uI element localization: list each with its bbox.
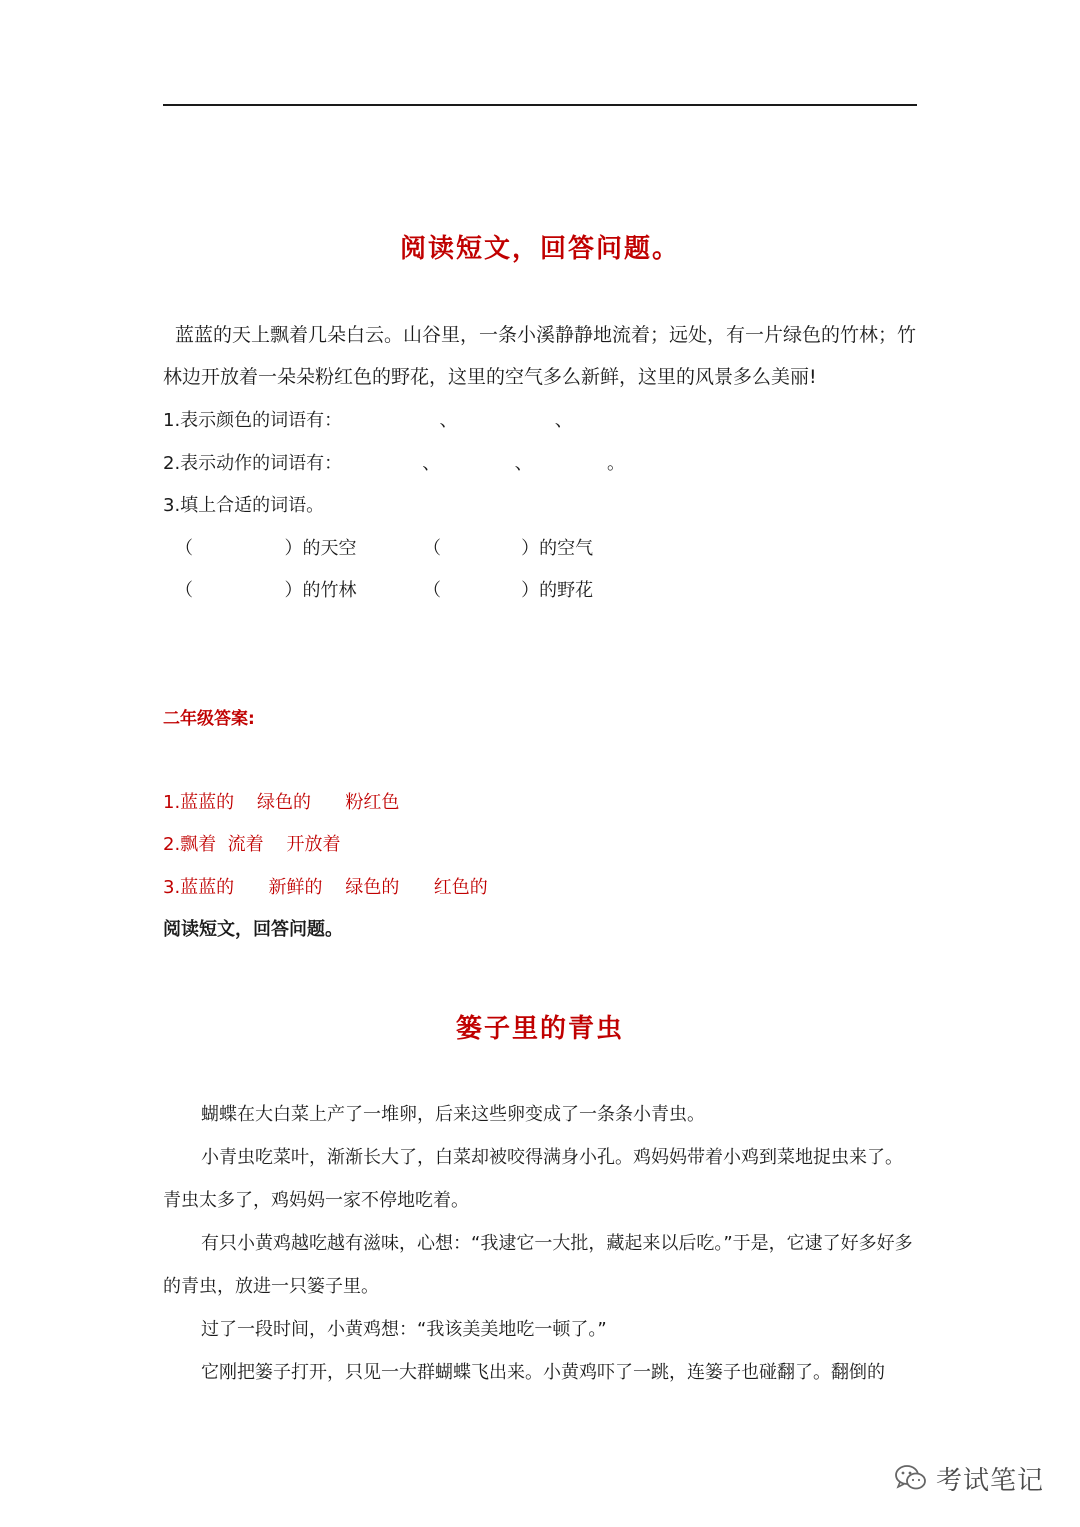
fill-blank-bamboo: （ ）的竹林 bbox=[175, 580, 357, 601]
fill-blank-sky: （ ）的天空 bbox=[175, 538, 357, 559]
fill-blank-row bbox=[163, 576, 594, 696]
story-paragraph: 小青虫吃菜叶，渐渐长大了，白菜却被咬得满身小孔。鸡妈妈带着小鸡到菜地捉虫来了。青虫太多了，鸡妈妈一家不停地吃着。 bbox=[163, 1147, 903, 1211]
story-body bbox=[163, 1093, 919, 1394]
question-3: 3.填上合适的词语。 bbox=[163, 495, 325, 516]
story-paragraph: 过了一段时间，小黄鸡想：“我该美美地吃一顿了。” bbox=[201, 1319, 607, 1340]
story-paragraph: 有只小黄鸡越吃越有滋味，心想：“我逮它一大批，藏起来以后吃。”于是，它逮了好多好多的青虫，放进一只篓子里。 bbox=[163, 1233, 913, 1297]
story-title: 篓子里的青虫 bbox=[455, 1014, 624, 1044]
answer-2: 2.飘着 流着 开放着 bbox=[163, 834, 341, 855]
fill-blank-flower: （ ）的野花 bbox=[423, 580, 594, 601]
fill-blank-air: （ ）的空气 bbox=[423, 538, 594, 559]
answers-title: 二年级答案: bbox=[163, 709, 255, 729]
section-heading: 阅读短文，回答问题。 bbox=[163, 919, 343, 940]
story-paragraph: 蝴蝶在大白菜上产了一堆卵，后来这些卵变成了一条条小青虫。 bbox=[201, 1104, 705, 1125]
passage-text: 蓝蓝的天上飘着几朵白云。山谷里，一条小溪静静地流着；远处，有一片绿色的竹林；竹林边开放着一朵朵粉红色的野花，这里的空气多么新鲜，这里的风景多么美丽! bbox=[163, 324, 917, 388]
watermark-text: 考试笔记 bbox=[935, 1465, 1044, 1496]
header-rule bbox=[163, 104, 917, 106]
wechat-icon bbox=[894, 1463, 928, 1493]
passage-title: 阅读短文，回答问题。 bbox=[399, 234, 680, 264]
answer-1: 1.蓝蓝的 绿色的 粉红色 bbox=[163, 792, 400, 813]
watermark bbox=[894, 1456, 1044, 1500]
question-1: 1.表示颜色的词语有： 、 、 bbox=[163, 410, 573, 431]
story-paragraph: 它刚把篓子打开，只见一大群蝴蝶飞出来。小黄鸡吓了一跳，连篓子也碰翻了。翻倒的 bbox=[201, 1362, 885, 1383]
question-2: 2.表示动作的词语有： 、 、 。 bbox=[163, 453, 626, 474]
answer-3: 3.蓝蓝的 新鲜的 绿色的 红色的 bbox=[163, 877, 488, 898]
